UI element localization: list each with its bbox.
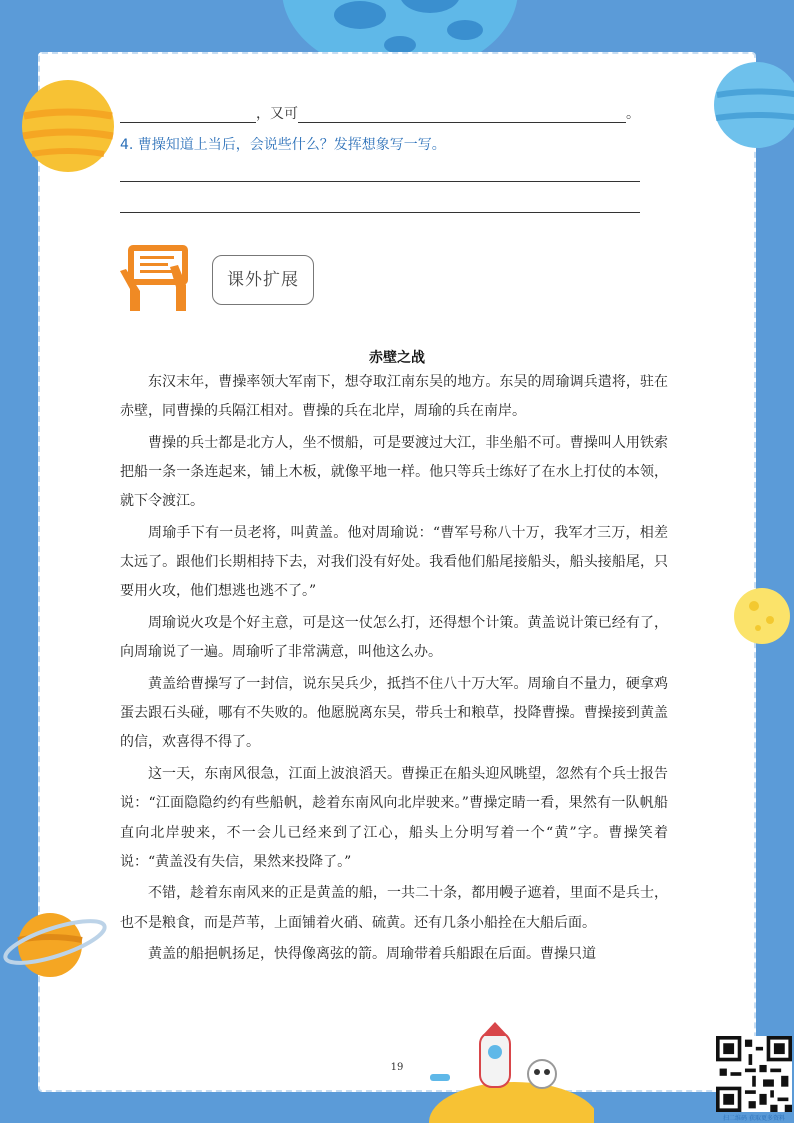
blank-line-2[interactable]: [298, 106, 626, 123]
fill-middle-text: ，又可: [256, 106, 298, 122]
tablet-hands-icon: [116, 241, 192, 313]
article-paragraph: 东汉末年，曹操率领大军南下，想夺取江南东吴的地方。东吴的周瑜调兵遣将，驻在赤壁，同曹操的兵隔江相对。曹操的兵在北岸，周瑜的兵在南岸。: [120, 374, 668, 420]
page-number: 19: [390, 1062, 404, 1073]
blank-line-1[interactable]: [120, 106, 256, 123]
article-title: 赤壁之战: [369, 350, 425, 366]
question-4: 4. 曹操知道上当后，会说些什么？发挥想象写一写。: [120, 137, 446, 153]
qr-code-icon[interactable]: [716, 1036, 792, 1112]
qr-caption: 扫二维码 获取更多资料: [723, 1115, 785, 1122]
yellow-planet-left-icon: [20, 78, 116, 174]
blue-planet-right-icon: [712, 60, 794, 150]
article-paragraph: 周瑜手下有一员老将，叫黄盖。他对周瑜说：“曹军号称八十万，我军才三万，相差太远了。跟他们长期相持下去，对我们没有好处。我看他们船尾接船头，船头接船尾，只要用火攻，他们想逃也逃不了。”: [120, 525, 668, 600]
fill-in-row: [120, 103, 640, 123]
answer-line-1[interactable]: [120, 181, 640, 182]
article-paragraph: 周瑜说火攻是个好主意，可是这一仗怎么打，还得想个计策。黄盖说计策已经有了，向周瑜说了一遍。周瑜听了非常满意，叫他这么办。: [120, 615, 668, 661]
answer-line-2[interactable]: [120, 212, 640, 213]
article-paragraph: 黄盖的船挹帆扬足，快得像离弦的箭。周瑜带着兵船跟在后面。曹操只道: [148, 946, 596, 963]
article-paragraph: 不错，趁着东南风来的正是黄盖的船，一共二十条，都用幔子遮着，里面不是兵士，也不是粮食，而是芦苇，上面铺着火硝、硫黄。还有几条小船拴在大船后面。: [120, 885, 668, 931]
article-body: [120, 368, 668, 972]
article-paragraph: 曹操的兵士都是北方人，坐不惯船，可是要渡过大江，非坐船不可。曹操叫人用铁索把船一条一条连起来，铺上木板，就像平地一样。他只等兵士练好了在水上打仗的本领，就下令渡江。: [120, 434, 668, 510]
rocket-astronaut-moon-icon: [424, 1022, 594, 1123]
section-label: 课外扩展: [212, 255, 314, 305]
article-paragraph: 黄盖给曹操写了一封信，说东吴兵少，抵挡不住八十万大军。周瑜自不量力，硬拿鸡蛋去跟石头碰，哪有不失败的。他愿脱离东吴，带兵士和粮草，投降曹操。曹操接到黄盖的信，欢喜得不得了。: [120, 676, 668, 751]
yellow-moon-right-icon: [732, 586, 792, 646]
article-paragraph: 这一天，东南风很急，江面上波浪滔天。曹操正在船头迎风眺望，忽然有个兵士报告说：“江面隐隐约约有些船帆，趁着东南风向北岸驶来。”曹操定睛一看，果然有一队帆船直向北岸驶来，不一会儿已经来到了江心，船头上分明写着一个“黄”字。曹操笑着说：“黄盖没有失信，果然来投降了。”: [120, 766, 668, 870]
fill-end-text: 。: [626, 106, 640, 122]
saturn-planet-left-icon: [0, 900, 110, 990]
